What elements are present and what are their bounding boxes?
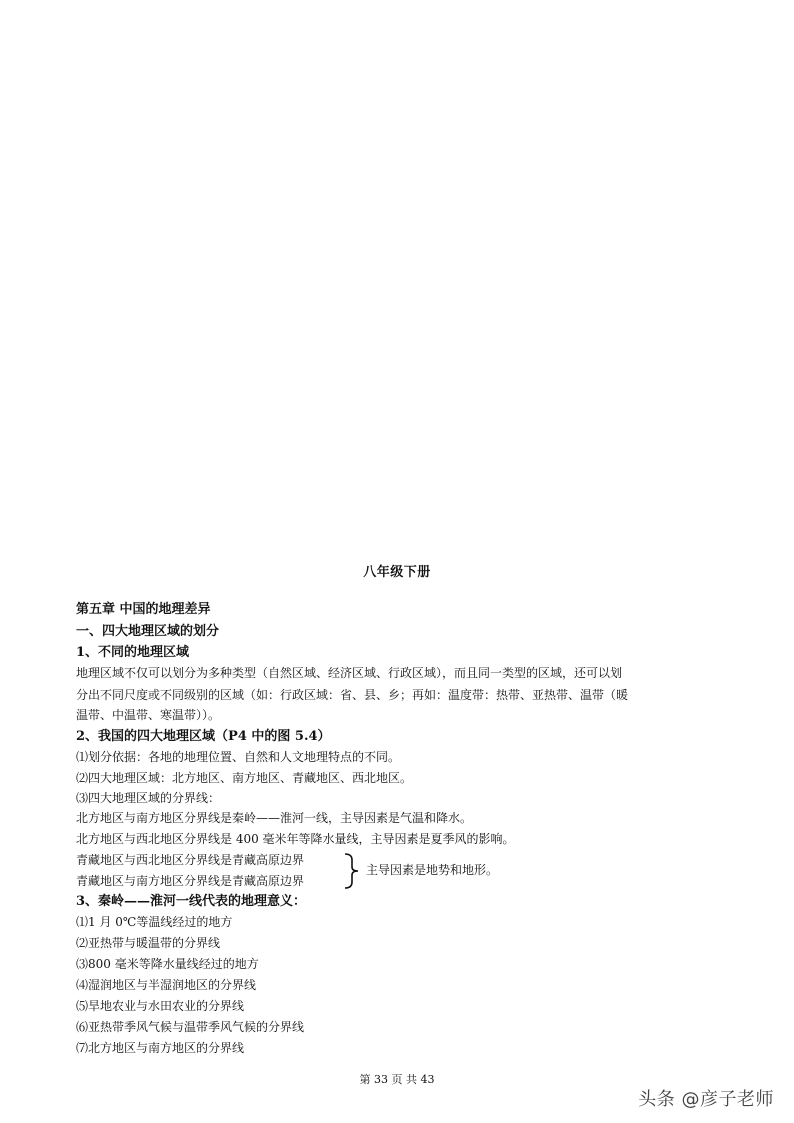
list-item: ⑺北方地区与南方地区的分界线 xyxy=(76,1041,245,1055)
boundary-line: 北方地区与西北地区分界线是 400 毫米年等降水量线，主导因素是夏季风的影响。 xyxy=(76,832,515,846)
paragraph-line: 地理区域不仅可以划分为多种类型（自然区域、经济区域、行政区域），而且同一类型的区域，还可以划 xyxy=(76,666,623,680)
list-item: ⑸旱地农业与水田农业的分界线 xyxy=(76,999,245,1013)
list-item: ⑶四大地理区域的分界线： xyxy=(76,791,221,805)
section-heading-1: 一、四大地理区域的划分 xyxy=(76,624,220,639)
list-item: ⑷湿润地区与半湿润地区的分界线 xyxy=(76,978,257,992)
chapter-heading: 第五章 中国的地理差异 xyxy=(76,602,211,617)
right-brace-icon xyxy=(342,852,362,894)
list-item: ⑹亚热带季风气候与温带季风气候的分界线 xyxy=(76,1020,305,1034)
watermark: 头条 @彦子老师 xyxy=(638,1089,774,1110)
boundary-line: 北方地区与南方地区分界线是秦岭——淮河一线，主导因素是气温和降水。 xyxy=(76,811,473,825)
list-item: ⑵四大地理区域：北方地区、南方地区、青藏地区、西北地区。 xyxy=(76,771,413,785)
subheading-3: 3、秦岭——淮河一线代表的地理意义： xyxy=(76,894,307,909)
boundary-line: 青藏地区与南方地区分界线是青藏高原边界 xyxy=(76,874,305,888)
paragraph-line: 分出不同尺度或不同级别的区域（如：行政区域：省、县、乡；再如：温度带：热带、亚热带、温带（暖 xyxy=(76,688,629,702)
list-item: ⑴划分依据：各地的地理位置、自然和人文地理特点的不同。 xyxy=(76,750,401,764)
subheading-2: 2、我国的四大地理区域（P4 中的图 5.4） xyxy=(76,729,331,744)
list-item: ⑴1 月 0℃等温线经过的地方 xyxy=(76,915,233,929)
brace-note: 主导因素是地势和地形。 xyxy=(366,863,499,877)
subheading-1: 1、不同的地理区域 xyxy=(76,645,190,660)
document-title: 八年级下册 xyxy=(363,565,431,580)
list-item: ⑶800 毫米等降水量线经过的地方 xyxy=(76,957,259,971)
list-item: ⑵亚热带与暖温带的分界线 xyxy=(76,936,221,950)
paragraph-line: 温带、中温带、寒温带））。 xyxy=(76,708,221,722)
page-footer: 第 33 页 共 43 xyxy=(359,1073,435,1086)
boundary-line: 青藏地区与西北地区分界线是青藏高原边界 xyxy=(76,853,305,867)
